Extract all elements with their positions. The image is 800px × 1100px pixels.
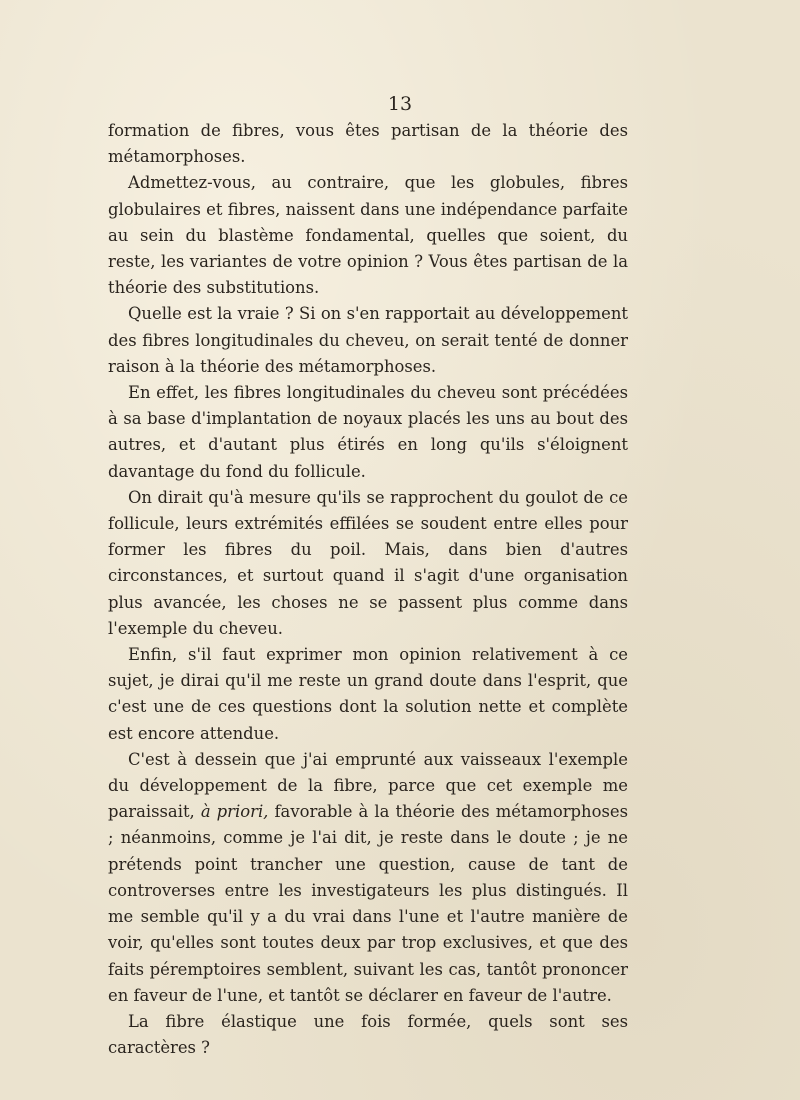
body-text — [108, 118, 628, 1061]
page-number: 13 — [387, 93, 413, 115]
paragraph-7 — [108, 747, 628, 1009]
paragraph-7-start: C'est à dessein que j'ai emprunté aux vaisseaux l'exemple du développement de la fibre, parce que cet exemple me paraissait, — [108, 749, 628, 822]
paragraph-7-end: favorable à la théorie des métamorphoses ; néanmoins, comme je l'ai dit, je reste dans le doute ; je ne prétends point trancher une question, cause de tant de controverses entre les investigateurs les plus distingués. Il me semble qu'il y a du vrai dans l'une et l'autre manière de voir, qu'elles sont toutes deux par trop exclusives, et que des faits péremptoires semblent, suivant les cas, tantôt prononcer en faveur de l'une, et tantôt se déclarer en faveur de l'autre. — [108, 802, 628, 1005]
italic-a-priori: à priori, — [200, 802, 269, 822]
paragraph-6: Enfin, s'il faut exprimer mon opinion relativement à ce sujet, je dirai qu'il me reste un grand doute dans l'esprit, que c'est une de ces questions dont la solution nette et complète est encore attendue. — [108, 645, 628, 743]
paragraph-3: Quelle est la vraie ? Si on s'en rapportait au développement des fibres longitudinales du cheveu, on serait tenté de donner raison à la théorie des métamorphoses. — [108, 304, 628, 376]
paragraph-2: Admettez-vous, au contraire, que les globules, fibres globulaires et fibres, naissent dans une indépendance parfaite au sein du blastème fondamental, quelles que soient, du reste, les variantes de votre opinion ? Vous êtes partisan de la théorie des substitutions. — [108, 173, 628, 298]
paragraph-8: La fibre élastique une fois formée, quels sont ses caractères ? — [108, 1011, 628, 1058]
paragraph-4: En effet, les fibres longitudinales du cheveu sont précédées à sa base d'implantation de noyaux placés les uns au bout des autres, et d'autant plus étirés en long qu'ils s'éloignent davantage du fond du follicule. — [108, 383, 628, 481]
paragraph-1: formation de fibres, vous êtes partisan de la théorie des métamorphoses. — [108, 121, 628, 167]
paragraph-5: On dirait qu'à mesure qu'ils se rapprochent du goulot de ce follicule, leurs extrémités effilées se soudent entre elles pour former les fibres du poil. Mais, dans bien d'autres circonstances, et surtout quand il s'agit d'une organisation plus avancée, les choses ne se passent plus comme dans l'exemple du cheveu. — [108, 487, 628, 638]
